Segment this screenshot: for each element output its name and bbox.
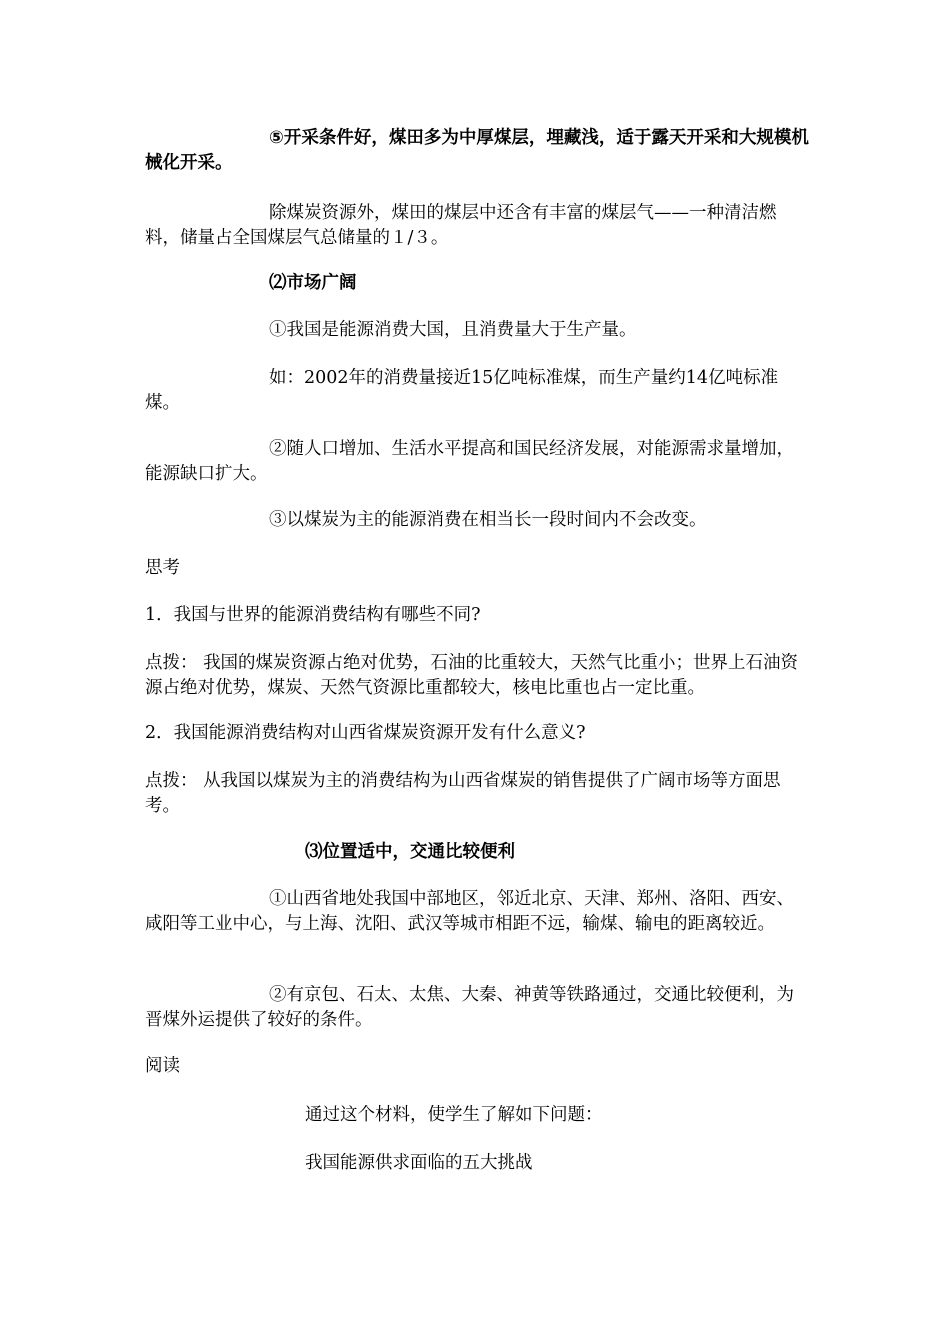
challenges-title: 我国能源供求面临的五大挑战: [305, 1153, 533, 1173]
question-2: 2．我国能源消费结构对山西省煤炭资源开发有什么意义?: [145, 723, 586, 743]
question-1: 1．我国与世界的能源消费结构有哪些不同?: [145, 605, 481, 625]
think-heading: 思考: [145, 558, 180, 578]
consumption-point-3: ③以煤炭为主的能源消费在相当长一段时间内不会改变。: [269, 510, 707, 530]
market-heading: ⑵市场广阔: [269, 273, 357, 293]
consumption-point-2: ②随人口增加、生活水平提高和国民经济发展，对能源需求量增加，能源缺口扩大。: [145, 439, 794, 484]
location-point-2: ②有京包、石太、太焦、大秦、神黄等铁路通过，交通比较便利，为晋煤外运提供了较好的条件。: [145, 985, 794, 1030]
hint-2: 点拨： 从我国以煤炭为主的消费结构为山西省煤炭的销售提供了广阔市场等方面思考。: [145, 771, 781, 816]
hint-1: 点拨： 我国的煤炭资源占绝对优势，石油的比重较大，天然气比重小；世界上石油资源占绝对优势，煤炭、天然气资源比重都较大，核电比重也占一定比重。: [145, 653, 799, 698]
coalbed-gas-paragraph: 除煤炭资源外，煤田的煤层中还含有丰富的煤层气——一种清洁燃料，储量占全国煤层气总储量的１/３。: [145, 203, 777, 248]
reading-heading: 阅读: [145, 1056, 180, 1076]
location-heading: ⑶位置适中，交通比较便利: [305, 842, 515, 862]
mining-conditions-paragraph: ⑤开采条件好，煤田多为中厚煤层，埋藏浅，适于露天开采和大规模机械化开采。: [145, 128, 809, 173]
location-point-1: ①山西省地处我国中部地区，邻近北京、天津、郑州、洛阳、西安、咸阳等工业中心，与上海、沈阳、武汉等城市相距不远，输煤、输电的距离较近。: [145, 889, 794, 934]
consumption-example: 如：2002年的消费量接近15亿吨标准煤，而生产量约14亿吨标准煤。: [145, 368, 779, 413]
reading-intro: 通过这个材料，使学生了解如下问题：: [305, 1105, 603, 1125]
consumption-point-1: ①我国是能源消费大国，且消费量大于生产量。: [269, 320, 637, 340]
